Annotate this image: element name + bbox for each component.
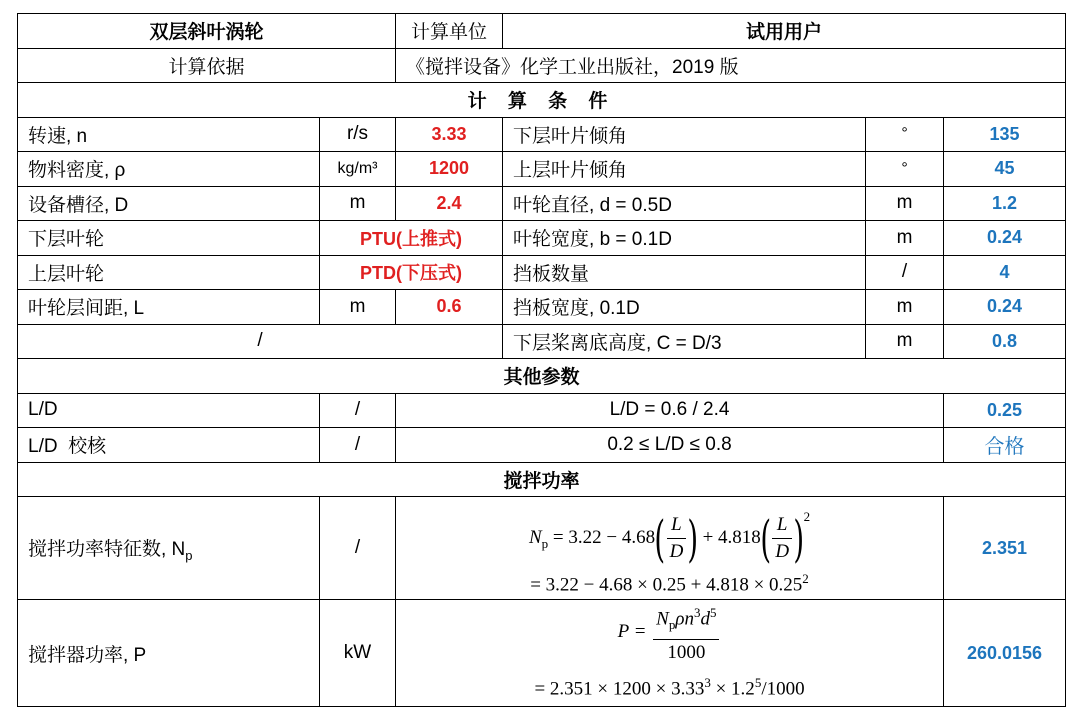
p-unit: kW (320, 600, 396, 706)
basis-label: 计算依据 (18, 48, 396, 83)
lower-angle-value: 135 (944, 117, 1066, 152)
baffle-width-value: 0.24 (944, 290, 1066, 325)
np-unit: / (320, 497, 396, 600)
table-row (18, 324, 1066, 359)
speed-label: 转速, n (18, 117, 320, 152)
ld-check-unit: / (320, 428, 396, 463)
table-row (18, 117, 1066, 152)
upper-angle-value: 45 (944, 152, 1066, 187)
density-value: 1200 (396, 152, 503, 187)
table-row (18, 186, 1066, 221)
upper-impeller-value: PTD(下压式) (320, 255, 503, 290)
table-row (18, 221, 1066, 256)
tank-value: 2.4 (396, 186, 503, 221)
upper-angle-unit: ° (866, 152, 944, 187)
diameter-label: 叶轮直径, d = 0.5D (503, 186, 866, 221)
diameter-unit: m (866, 186, 944, 221)
lower-impeller-label: 下层叶轮 (18, 221, 320, 256)
np-formula (396, 497, 944, 600)
clearance-value: 0.8 (944, 324, 1066, 359)
sheet-title: 双层斜叶涡轮 (18, 14, 396, 49)
spacing-value: 0.6 (396, 290, 503, 325)
empty-cell: / (18, 324, 503, 359)
spacing-unit: m (320, 290, 396, 325)
diameter-value: 1.2 (944, 186, 1066, 221)
ld-formula: L/D = 0.6 / 2.4 (396, 393, 944, 428)
p-value: 260.0156 (944, 600, 1066, 706)
unit-value: 试用用户 (503, 14, 1066, 49)
np-value: 2.351 (944, 497, 1066, 600)
table-row (18, 255, 1066, 290)
spacing-label: 叶轮层间距, L (18, 290, 320, 325)
p-formula (396, 600, 944, 706)
table-row (18, 152, 1066, 187)
table-row (18, 600, 1066, 706)
lower-angle-unit: ° (866, 117, 944, 152)
density-label: 物料密度, ρ (18, 152, 320, 187)
tank-label: 设备槽径, D (18, 186, 320, 221)
unit-label: 计算单位 (396, 14, 503, 49)
section-title-power: 搅拌功率 (18, 462, 1066, 497)
np-formula-line1: $N_p = 3.22 - 4.68$( $\frac{L}{D}$ ) + 4.818( $\frac{L}{D}$ )$^2$ (528, 509, 811, 568)
width-label: 叶轮宽度, b = 0.1D (503, 221, 866, 256)
upper-impeller-label: 上层叶轮 (18, 255, 320, 290)
ld-check-formula: 0.2 ≤ L/D ≤ 0.8 (396, 428, 944, 463)
ld-unit: / (320, 393, 396, 428)
section-title-conditions: 计 算 条 件 (18, 83, 1066, 118)
upper-angle-label: 上层叶片倾角 (503, 152, 866, 187)
np-label: 搅拌功率特征数, $N_p$ (18, 497, 320, 600)
lower-impeller-value: PTU(上推式) (320, 221, 503, 256)
ld-label: L/D (18, 393, 320, 428)
baffle-width-unit: m (866, 290, 944, 325)
section-power (18, 462, 1066, 497)
lower-angle-label: 下层叶片倾角 (503, 117, 866, 152)
p-label: 搅拌器功率, P (18, 600, 320, 706)
table-row (18, 497, 1066, 600)
clearance-unit: m (866, 324, 944, 359)
ld-check-label: L/D 校核 (18, 428, 320, 463)
section-conditions (18, 83, 1066, 118)
ld-check-value: 合格 (944, 428, 1066, 463)
section-title-other: 其他参数 (18, 359, 1066, 394)
speed-value: 3.33 (396, 117, 503, 152)
section-other (18, 359, 1066, 394)
basis-row (18, 48, 1066, 83)
table-row (18, 393, 1066, 428)
tank-unit: m (320, 186, 396, 221)
width-unit: m (866, 221, 944, 256)
baffle-count-label: 挡板数量 (503, 255, 866, 290)
clearance-label: 下层桨离底高度, C = D/3 (503, 324, 866, 359)
baffle-count-unit: / (866, 255, 944, 290)
np-formula-line2: = $3.22 - 4.68 \times 0.25 + 4.818 \times 0.25^2$ (530, 571, 809, 596)
ld-value: 0.25 (944, 393, 1066, 428)
calculation-sheet (17, 13, 1066, 707)
table-row (18, 428, 1066, 463)
basis-value: 《搅拌设备》化学工业出版社，2019 版 (396, 48, 1066, 83)
baffle-width-label: 挡板宽度, 0.1D (503, 290, 866, 325)
density-unit: kg/m³ (320, 152, 396, 187)
p-formula-line1: P = $\frac{N_p\rho n^3d^5}{1000}$ (402, 600, 937, 665)
table-row (18, 290, 1066, 325)
speed-unit: r/s (320, 117, 396, 152)
header-row (18, 14, 1066, 49)
baffle-count-value: 4 (944, 255, 1066, 290)
width-value: 0.24 (944, 221, 1066, 256)
p-formula-line2: = $2.351 \times 1200 \times 3.33^3 \times 1.2^5/1000$ (534, 674, 805, 699)
